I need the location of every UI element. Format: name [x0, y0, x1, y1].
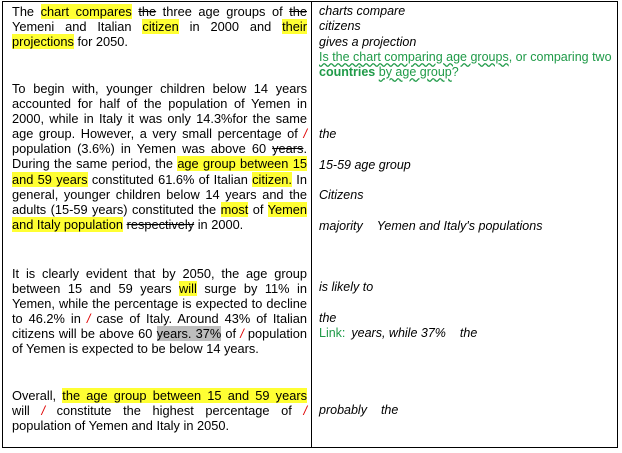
comment-the: the [319, 127, 337, 141]
text: The [12, 4, 41, 19]
essay-paragraph-overall [12, 388, 307, 433]
question-text: , or comparing two [508, 50, 612, 64]
text: surge by 11% in Yemen, while the percentage is expected to decline to 46.2% in [12, 281, 307, 327]
essay-paragraph-2000 [12, 81, 307, 232]
comment-text: Yemen and Italy's populations [376, 219, 543, 233]
text: population of Yemen is expected to be below 14 years. [12, 326, 307, 357]
comment-text: the [459, 326, 478, 340]
insertion-mark: / [41, 403, 45, 419]
insertion-mark: / [240, 326, 244, 342]
comment-is-likely-to: is likely to [319, 280, 374, 294]
text: of [248, 201, 268, 217]
insertion-mark: / [303, 403, 308, 419]
text: three age groups of [156, 4, 290, 19]
comment-the-2: the [319, 311, 337, 325]
text: in 2000. [194, 216, 244, 232]
insertion-mark: / [303, 126, 307, 142]
comment-link [319, 326, 477, 341]
comment-text: the [380, 403, 399, 417]
text: . During the same period, the [12, 141, 307, 172]
text: of [221, 326, 241, 342]
essay-paragraph-intro [12, 4, 307, 49]
comment-text: years, while 37% [351, 326, 446, 340]
link-label: Link: [319, 326, 346, 340]
strikethrough: the [289, 4, 307, 19]
highlight: the age group between 15 and 59 years [62, 388, 307, 403]
text: It is clearly evident that by 2050, the age group between 15 and 59 years [12, 266, 307, 297]
insertion-mark: / [86, 311, 91, 327]
text: in 2000 and [178, 19, 283, 35]
text: population of Yemen and Italy in 2050. [12, 418, 230, 434]
highlight: Yemen and Italy population [12, 201, 307, 232]
question-text: ? [451, 65, 459, 79]
comment-text: majority [319, 219, 363, 233]
comment-age-group: 15-59 age group [319, 158, 411, 172]
text: Yemeni and Italian [12, 19, 143, 35]
document-table [2, 1, 618, 448]
strikethrough: the [138, 4, 157, 19]
comment-probably [319, 403, 398, 418]
gray-highlight: years. 37% [156, 326, 222, 342]
text: constitute the highest percentage of [45, 403, 304, 419]
question-text: countries [319, 65, 376, 79]
text: In general, younger children below 14 years and the adults (15-59 years) constituted the [12, 171, 307, 217]
highlight: chart compares [40, 4, 132, 19]
highlight: citizen. [252, 171, 292, 187]
strikethrough: respectively [126, 216, 195, 232]
comment-question [319, 50, 615, 80]
comment-majority [319, 219, 542, 234]
comment-gives-projection: gives a projection [319, 35, 417, 49]
comment-citizens-capital: Citizens [319, 188, 364, 202]
highlight: their projections [12, 19, 307, 50]
text: will [12, 403, 42, 419]
column-divider [311, 2, 312, 447]
highlight: citizen [142, 19, 179, 35]
comment-charts-compare: charts compare [319, 4, 406, 18]
text: population (3.6%) in Yemen was above 60 [12, 141, 273, 157]
text: case of Italy. Around 43% of Italian citizens will be above 60 [12, 311, 307, 342]
text: for 2050. [73, 34, 128, 50]
strikethrough: years [272, 141, 304, 157]
essay-paragraph-2050 [12, 266, 307, 357]
question-text: by age group [378, 65, 452, 79]
text: Overall, [12, 388, 63, 403]
question-text: Is the chart comparing age groups [319, 50, 509, 64]
highlight: most [220, 201, 249, 217]
comment-text: probably [319, 403, 367, 417]
highlight: age group between 15 and 59 years [12, 156, 307, 187]
text: To begin with, younger children below 14 years accounted for half of the population of Yemen in 2000, while in Italy it was only 14.3%for the same age group. However, a very small percentage of [12, 81, 307, 142]
text: constituted 61.6% of Italian [87, 171, 253, 187]
highlight: will [179, 281, 197, 297]
comment-citizens: citizens [319, 19, 361, 33]
